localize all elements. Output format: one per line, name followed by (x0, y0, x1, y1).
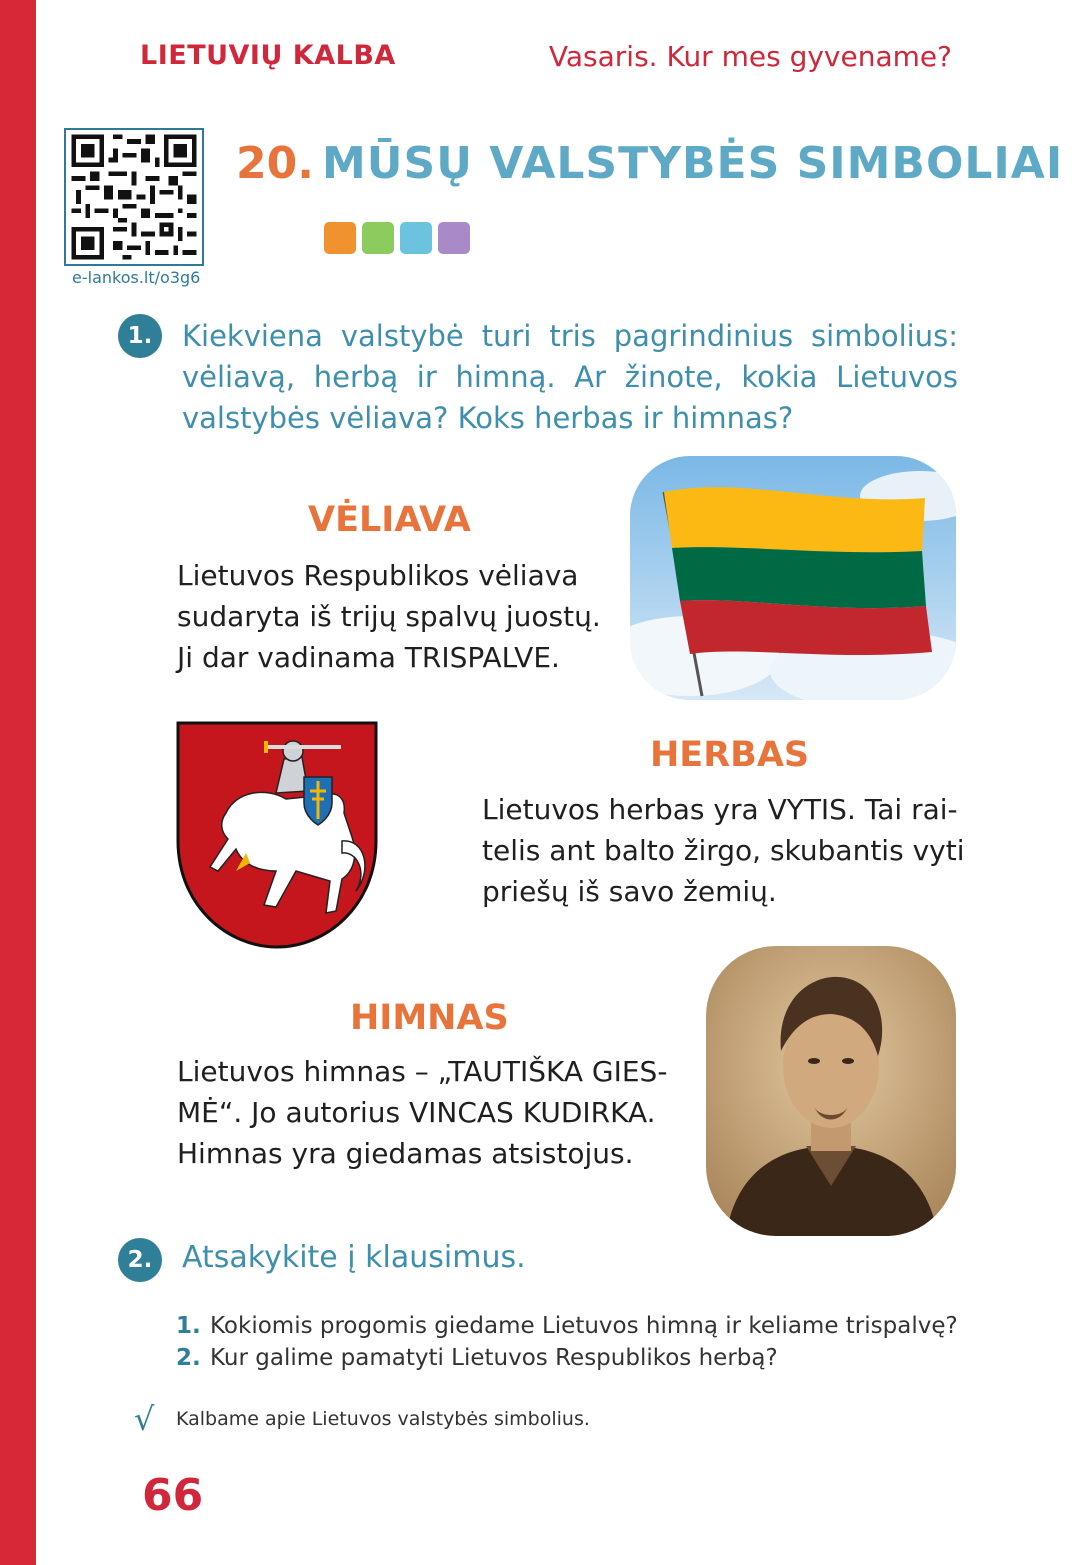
anthem-line-2: MĖ“. Jo autorius VINCAS KUDIRKA. (177, 1096, 656, 1129)
flag-stripe-green (672, 547, 926, 608)
flag-line-3: Ji dar vadinama TRISPALVE. (177, 641, 560, 674)
list-item (176, 1310, 958, 1342)
anthem-description (177, 1051, 667, 1174)
coat-of-arms-image (176, 721, 378, 949)
flag-photo (630, 456, 956, 700)
unit-title: Vasaris. Kur mes gyvename? (548, 40, 952, 73)
question-number: 1. (176, 1313, 201, 1339)
anthem-line-3: Himnas yra giedamas atsistojus. (177, 1137, 634, 1170)
qr-code-icon (66, 130, 202, 264)
flag-line-1: Lietuvos Respublikos vėliava (177, 559, 579, 592)
task-2-badge: 2. (118, 1238, 162, 1282)
level-square-green (362, 222, 394, 254)
question-list (176, 1310, 958, 1374)
list-item (176, 1342, 958, 1374)
lesson-title: MŪSŲ VALSTYBĖS SIMBOLIAI (322, 138, 1064, 189)
coat-line-1: Lietuvos herbas yra VYTIS. Tai rai- (482, 793, 958, 826)
qr-code[interactable] (64, 128, 204, 266)
flag-line-2: sudaryta iš trijų spalvų juostų. (177, 600, 601, 633)
kudirka-portrait (706, 946, 956, 1236)
level-square-orange (324, 222, 356, 254)
portrait-image (706, 946, 956, 1236)
task-1-text: Kiekviena valstybė turi tris pagrindinius simbolius: vėliavą, herbą ir himną. Ar žinote, kokia Lietuvos valstybės vėliava? Koks herbas ir himnas? (182, 319, 958, 435)
coat-line-2: telis ant balto žirgo, skubantis vyti (482, 834, 965, 867)
anthem-line-1: Lietuvos himnas – „TAUTIŠKA GIES- (177, 1055, 668, 1088)
lithuanian-flag-image (630, 456, 956, 700)
level-square-purple (438, 222, 470, 254)
coat-line-3: priešų iš savo žemių. (482, 875, 777, 908)
difficulty-levels (324, 222, 470, 254)
question-number: 2. (176, 1345, 201, 1371)
level-square-blue (400, 222, 432, 254)
task-1-badge: 1. (118, 314, 162, 358)
subject-title: LIETUVIŲ KALBA (140, 40, 396, 71)
lesson-goal: Kalbame apie Lietuvos valstybės simbolius. (176, 1408, 590, 1430)
anthem-heading: HIMNAS (350, 998, 509, 1038)
flag-stripe-red (680, 600, 932, 655)
qr-link[interactable]: e-lankos.lt/o3g6 (72, 268, 201, 287)
page-margin-bar (0, 0, 36, 1565)
task-2-text: Atsakykite į klausimus. (182, 1240, 526, 1275)
checkmark-icon: √ (134, 1400, 155, 1438)
question-text: Kokiomis progomis giedame Lietuvos himną ir keliame trispalvę? (210, 1313, 958, 1339)
lesson-number: 20. (236, 138, 314, 189)
flag-description (177, 555, 601, 678)
flag-heading: VĖLIAVA (308, 500, 471, 540)
vytis-coat-of-arms-icon (176, 721, 378, 949)
question-text: Kur galime pamatyti Lietuvos Respublikos herbą? (210, 1345, 778, 1371)
coat-of-arms-description (482, 789, 964, 912)
coat-of-arms-heading: HERBAS (650, 735, 810, 775)
page-number: 66 (142, 1470, 204, 1521)
